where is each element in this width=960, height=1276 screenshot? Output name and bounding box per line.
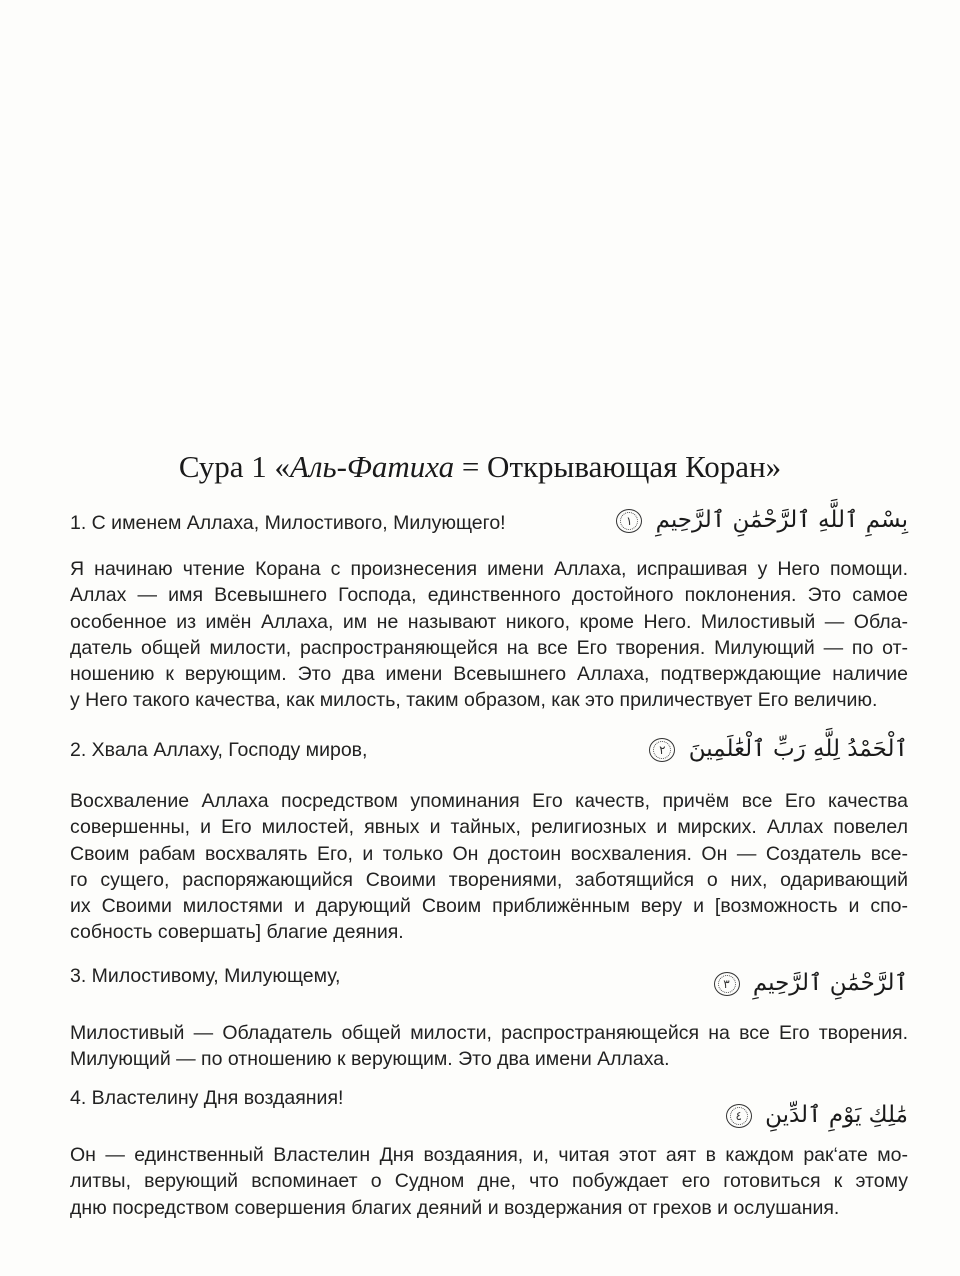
tafsir-line: Своим рабам восхвалять Его, и только Он достоин восхваления. Он — Создатель все- [70,842,908,865]
ayah-1-tafsir [70,556,908,714]
ayah-3-tafsir [70,1020,908,1073]
tafsir-line: Аллах — имя Всевышнего Господа, единственного достойного поклонения. Это самое [70,584,908,607]
ayah-3-arabic [714,967,908,999]
ayah-1-arabic [616,504,908,536]
tafsir-line: совершенны, и Его милостей, явных и тайных, религиозных и мирских. Аллах повелел [70,816,908,839]
ayah-2-number-icon: ٢ [649,738,675,762]
ayah-1-number-icon: ١ [616,509,642,533]
tafsir-line: датель общей милости, распространяющейся на все Его творения. Милующий — по от- [70,636,908,659]
ayah-2-translation: 2. Хвала Аллаху, Господу миров, [70,739,368,761]
ayah-2-arabic [649,733,908,765]
ayah-3-arabic-text: ٱلرَّحْمَٰنِ ٱلرَّحِيمِ [752,970,908,996]
ayah-2-tafsir [70,788,908,946]
ayah-4-translation: 4. Властелину Дня воздаяния! [70,1087,344,1109]
ayah-4-arabic [726,1099,908,1131]
tafsir-line: собность совершать] благие деяния. [70,921,404,944]
surah-title-italic: Аль-Фатиха [290,449,455,484]
surah-title-suffix: = Открывающая Коран» [454,449,782,484]
ayah-3-translation: 3. Милостивому, Милующему, [70,965,341,987]
tafsir-line: особенное из имён Аллаха, им не называют никого, кроме Него. Милостивый — Обла- [70,610,908,633]
tafsir-line: Восхваление Аллаха посредством упоминания Его качеств, причём все Его качества [70,790,908,812]
tafsir-line: Милующий — по отношению к верующим. Это два имени Аллаха. [70,1048,670,1071]
surah-title-prefix: Сура 1 « [178,449,291,484]
tafsir-line: Я начинаю чтение Корана с произнесения имени Аллаха, испрашивая у Него помощи. [70,558,908,580]
tafsir-line: литвы, верующий вспоминает о Судном дне, что побуждает его готовиться к этому [70,1170,908,1193]
ayah-3-number-icon: ٣ [714,972,740,996]
tafsir-line: го сущего, распоряжающийся Своими творениями, заботящийся о них, одаривающий [70,868,908,891]
ayah-1-arabic-text: بِسْمِ ٱللَّهِ ٱلرَّحْمَٰنِ ٱلرَّحِيمِ [655,507,908,533]
tafsir-line: их Своими милостями и дарующий Своим приближённым веру и [возможность и спо- [70,895,908,918]
tafsir-line: дню посредством совершения благих деяний и воздержания от грехов и ослушания. [70,1196,840,1219]
surah-title [0,447,960,487]
tafsir-line: у Него такого качества, как милость, таким образом, как это приличествует Его величию. [70,689,878,712]
ayah-2-arabic-text: ٱلْحَمْدُ لِلَّهِ رَبِّ ٱلْعَٰلَمِينَ [688,736,908,762]
ayah-4-number-icon: ٤ [726,1104,752,1128]
ayah-4-tafsir [70,1142,908,1221]
tafsir-line: Милостивый — Обладатель общей милости, распространяющейся на все Его творения. [70,1022,908,1044]
tafsir-line: Он — единственный Властелин Дня воздаяния, и, читая этот аят в каждом рак‘ате мо- [70,1144,908,1166]
ayah-1-translation: 1. С именем Аллаха, Милостивого, Милующего! [70,512,506,534]
tafsir-line: ношению к верующим. Это два имени Всевышнего Аллаха, подтверждающие наличие [70,663,908,686]
ayah-4-arabic-text: مَٰلِكِ يَوْمِ ٱلدِّينِ [765,1102,908,1128]
